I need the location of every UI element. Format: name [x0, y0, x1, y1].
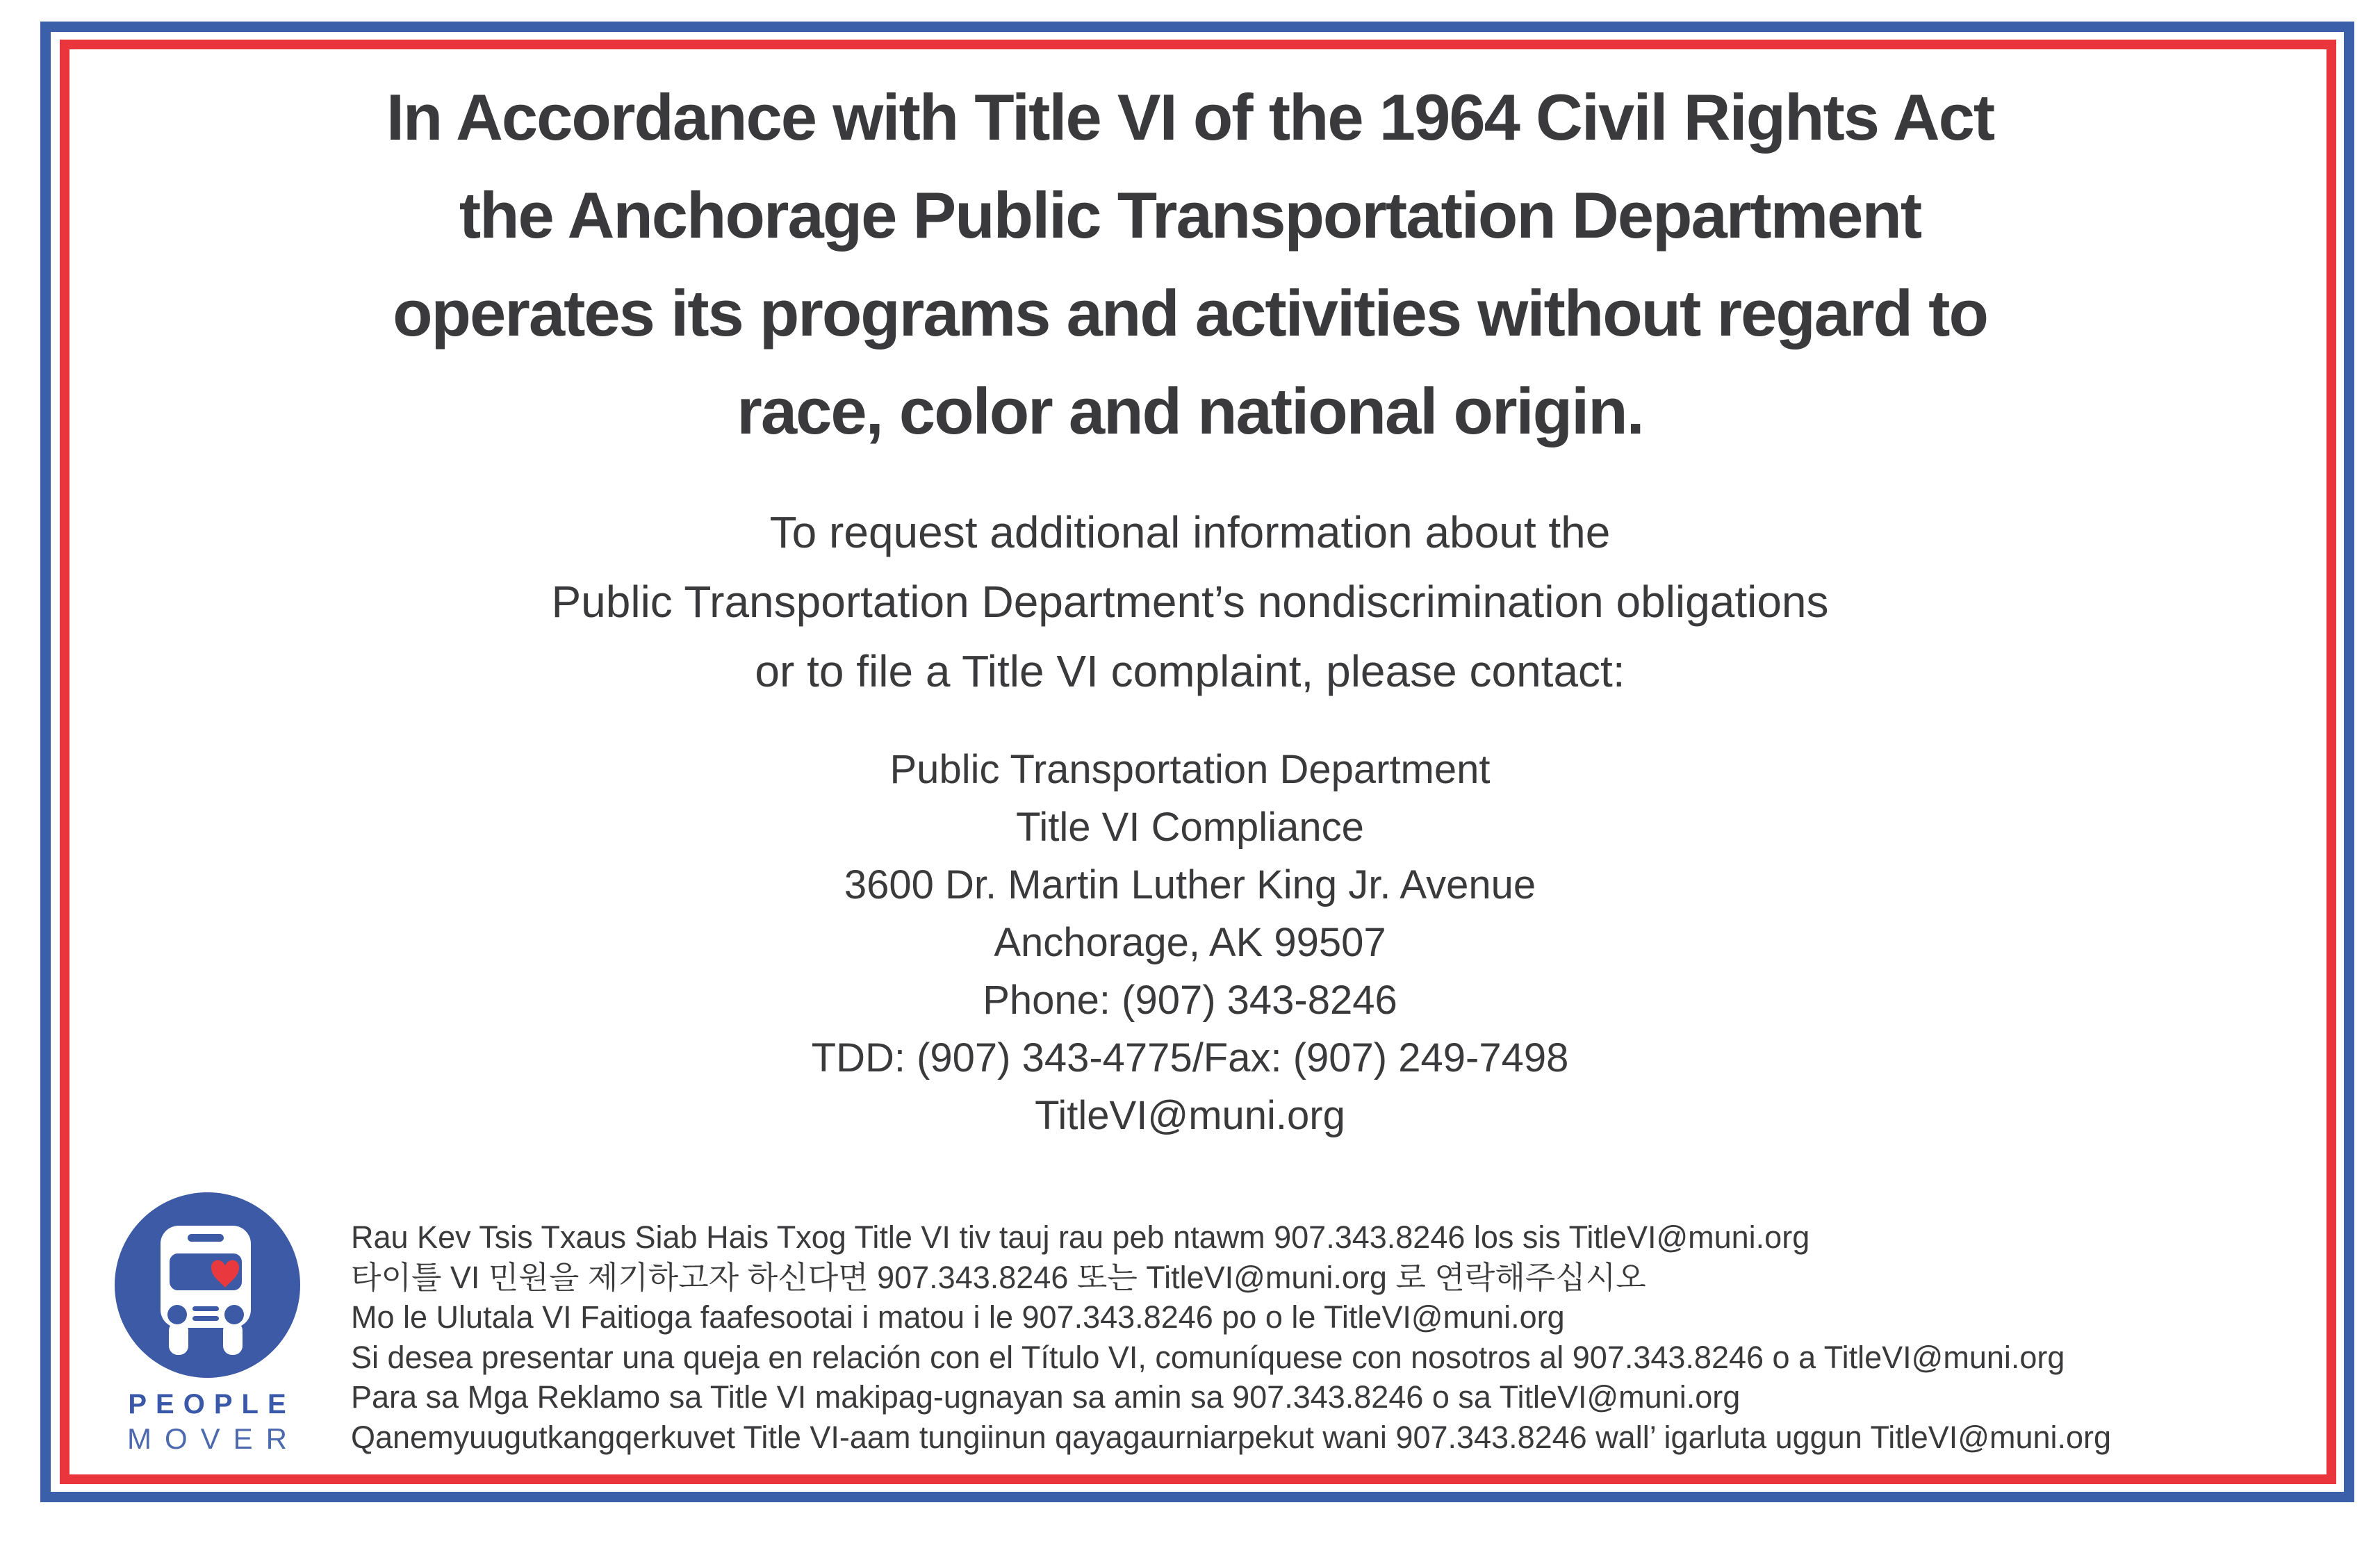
- headline-line: operates its programs and activities without regard to: [393, 277, 1987, 350]
- language-contact-line: Mo le Ulutala VI Faitioga faafesootai i matou i le 907.343.8246 po o le TitleVI@muni.org: [351, 1299, 1565, 1335]
- bus-front-with-heart-icon: [115, 1192, 300, 1378]
- intro-line: or to file a Title VI complaint, please contact:: [755, 646, 1625, 696]
- headline: [90, 68, 2290, 460]
- language-contact-line: Rau Kev Tsis Txaus Siab Hais Txog Title VI tiv tauj rau peb ntawm 907.343.8246 los sis TitleVI@muni.org: [351, 1219, 1810, 1255]
- language-contact-line: 타이틀 VI 민원을 제기하고자 하신다면 907.343.8246 또는 TitleVI@muni.org 로 연락해주십시오: [351, 1259, 1646, 1295]
- intro-paragraph: [90, 497, 2290, 706]
- people-mover-logo: [110, 1192, 304, 1456]
- contact-line: 3600 Dr. Martin Luther King Jr. Avenue: [844, 862, 1536, 907]
- contact-line: TitleVI@muni.org: [1035, 1093, 1345, 1138]
- multilingual-contact-block: [351, 1217, 2111, 1457]
- headline-line: race, color and national origin.: [737, 375, 1643, 447]
- contact-line: TDD: (907) 343-4775/Fax: (907) 249-7498: [811, 1035, 1569, 1080]
- language-contact-line: Qanemyuugutkangqerkuvet Title VI-aam tungiinun qayagaurniarpekut wani 907.343.8246 wall’ igarluta uggun TitleVI@muni.org: [351, 1419, 2112, 1455]
- logo-wordmark-people: PEOPLE: [128, 1389, 295, 1420]
- headline-line: In Accordance with Title VI of the 1964 Civil Rights Act: [386, 81, 1994, 154]
- logo-wordmark-mover: MOVER: [126, 1422, 300, 1455]
- language-contact-line: Para sa Mga Reklamo sa Title VI makipag-ugnayan sa amin sa 907.343.8246 o sa TitleVI@muni.org: [351, 1379, 1741, 1415]
- contact-line: Phone: (907) 343-8246: [983, 978, 1397, 1023]
- contact-block: [90, 741, 2290, 1144]
- language-contact-line: Si desea presentar una queja en relación con el Título VI, comuníquese con nosotros al 907.343.8246 o a TitleVI@muni.org: [351, 1339, 2065, 1375]
- intro-line: To request additional information about the: [769, 507, 1611, 557]
- intro-line: Public Transportation Department’s nondiscrimination obligations: [551, 577, 1829, 627]
- contact-line: Anchorage, AK 99507: [994, 920, 1386, 965]
- contact-line: Title VI Compliance: [1016, 805, 1364, 850]
- headline-line: the Anchorage Public Transportation Department: [459, 179, 1921, 252]
- contact-line: Public Transportation Department: [889, 747, 1491, 792]
